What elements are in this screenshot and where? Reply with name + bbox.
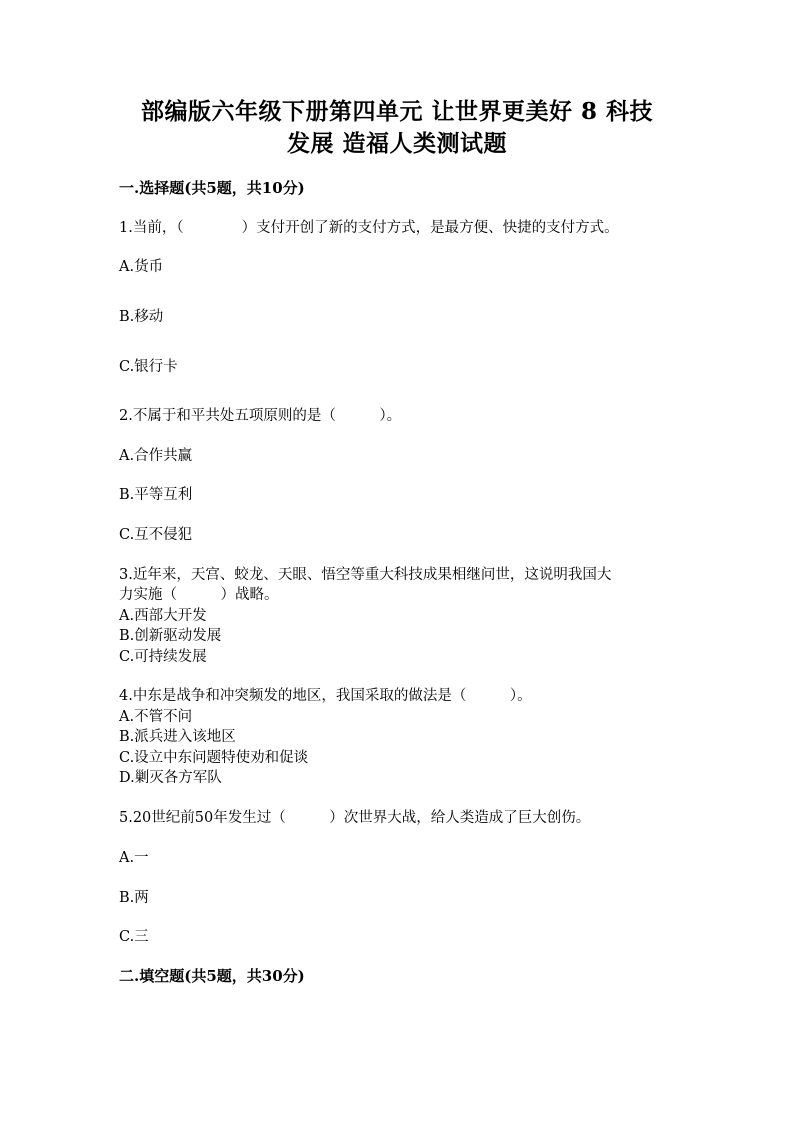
question-2-option-c: C.互不侵犯 xyxy=(119,527,193,543)
question-1-option-b: B.移动 xyxy=(119,309,164,325)
question-4-option-d: D.剿灭各方军队 xyxy=(119,770,222,786)
question-5-option-b: B.两 xyxy=(119,890,149,906)
question-4-option-c: C.设立中东问题特使劝和促谈 xyxy=(119,750,309,766)
question-4-option-a: A.不管不问 xyxy=(119,709,193,725)
question-2-stem: 2.不属于和平共处五项原则的是（ ）。 xyxy=(119,408,402,424)
title-line-1: 部编版六年级下册第四单元 让世界更美好 8 科技 xyxy=(140,98,654,125)
question-3-stem-line-2: 力实施（ ）战略。 xyxy=(119,587,279,603)
question-3-option-a: A.西部大开发 xyxy=(119,608,207,624)
section-heading-choice: 一.选择题(共5题，共10分) xyxy=(119,179,305,197)
page-title xyxy=(100,96,694,160)
section-heading-fill: 二.填空题(共5题，共30分) xyxy=(119,967,305,985)
question-3-stem-line-1: 3.近年来，天宫、蛟龙、天眼、悟空等重大科技成果相继问世，这说明我国大 xyxy=(119,567,612,583)
question-1-stem: 1.当前，（ ）支付开创了新的支付方式，是最方便、快捷的支付方式。 xyxy=(119,220,619,236)
question-5-option-c: C.三 xyxy=(119,929,149,945)
question-3-option-b: B.创新驱动发展 xyxy=(119,628,222,644)
question-2-option-b: B.平等互利 xyxy=(119,487,193,503)
question-5-stem: 5.20世纪前50年发生过（ ）次世界大战，给人类造成了巨大创伤。 xyxy=(119,810,591,826)
question-3-option-c: C.可持续发展 xyxy=(119,649,207,665)
question-5-option-a: A.一 xyxy=(119,850,149,866)
question-4-stem: 4.中东是战争和冲突频发的地区，我国采取的做法是（ ）。 xyxy=(119,688,532,704)
question-1-option-c: C.银行卡 xyxy=(119,359,178,375)
question-1-option-a: A.货币 xyxy=(119,259,164,275)
question-2-option-a: A.合作共赢 xyxy=(119,448,193,464)
title-line-2: 发展 造福人类测试题 xyxy=(286,130,507,157)
question-4-option-b: B.派兵进入该地区 xyxy=(119,729,236,745)
